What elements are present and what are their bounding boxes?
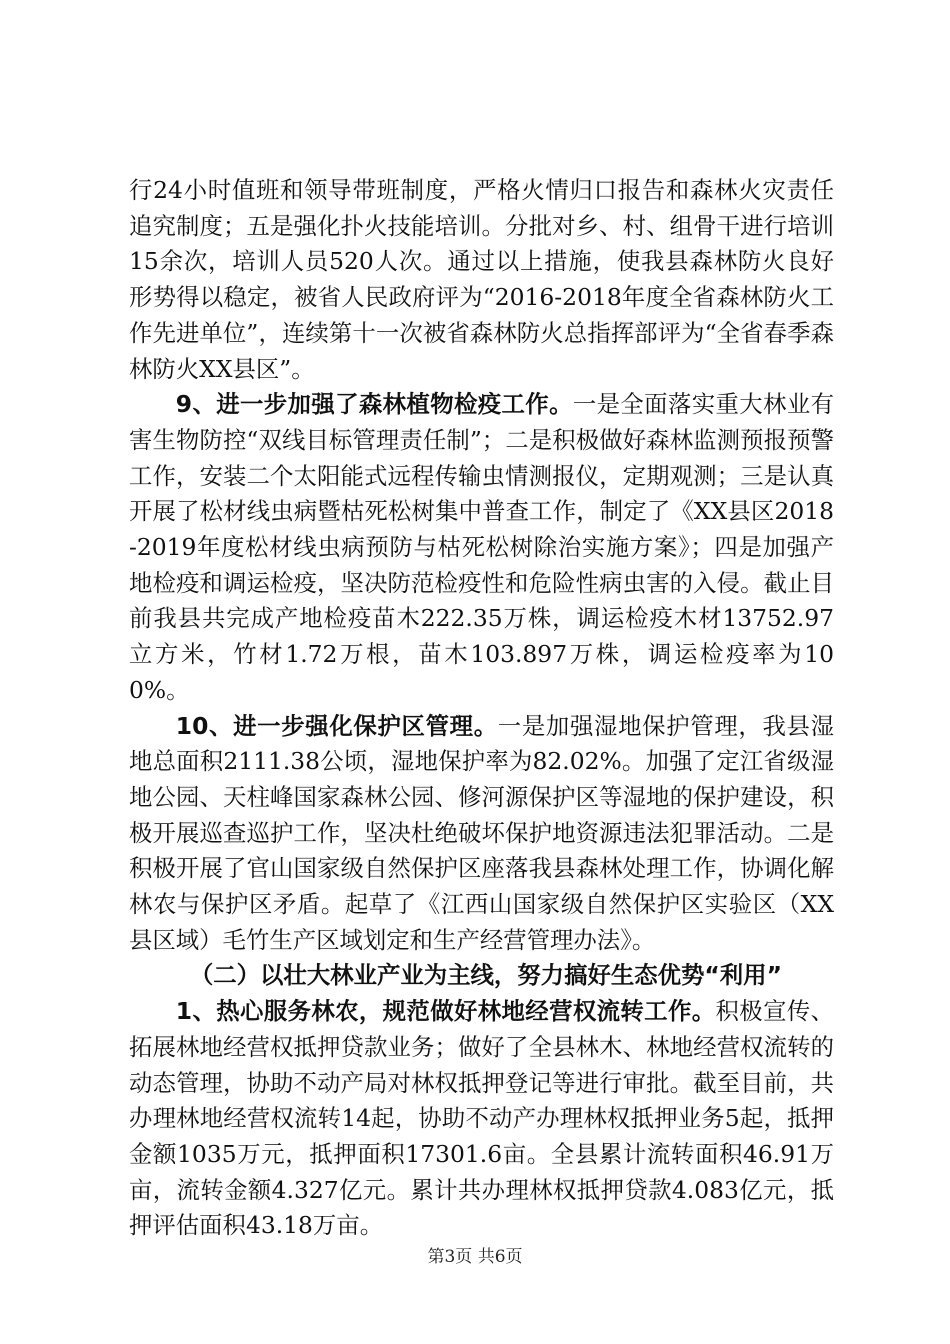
document-body (129, 173, 834, 1244)
paragraph-plant-quarantine (129, 387, 834, 708)
page-number: 第3页 共6页 (427, 1247, 523, 1267)
section-heading-forestry-industry (129, 958, 834, 994)
paragraph-reserve-management (129, 709, 834, 959)
paragraph-lead: 1、热心服务林农，规范做好林地经营权流转工作。 (175, 997, 716, 1026)
paragraph-fire-prevention (129, 173, 834, 387)
paragraph-lead: 9、进一步加强了森林植物检疫工作。 (175, 390, 573, 419)
paragraph-text: 一是全面落实重大林业有害生物防控“双线目标管理责任制”；二是积极做好森林监测预报预警工作，安装二个太阳能式远程传输虫情测报仪，定期观测；三是认真开展了松材线虫病暨枯死松树集中普查工作，制定了《XX县区2018-2019年度松材线虫病预防与枯死松树除治实施方案》；四是加强产地检疫和调运检疫，坚决防范检疫性和危险性病虫害的入侵。截止目前我县共完成产地检疫苗木222.35万株，调运检疫木材13752.97立方米，竹材1.72万根，苗木103.897万株，调运检疫率为100%。 (129, 390, 834, 704)
paragraph-text: 积极宣传、拓展林地经营权抵押贷款业务；做好了全县林木、林地经营权流转的动态管理，协助不动产局对林权抵押登记等进行审批。截至目前，共办理林地经营权流转14起，协助不动产办理林权抵押业务5起，抵押金额1035万元，抵押面积17301.6亩。全县累计流转面积46.91万亩，流转金额4.327亿元。累计共办理林权抵押贷款4.083亿元，抵押评估面积43.18万亩。 (129, 997, 835, 1240)
page-footer (0, 1242, 950, 1267)
paragraph-land-transfer (129, 994, 834, 1244)
paragraph-text: 一是加强湿地保护管理，我县湿地总面积2111.38公顷，湿地保护率为82.02%。加强了定江省级湿地公园、天柱峰国家森林公园、修河源保护区等湿地的保护建设，积极开展巡查巡护工作，坚决杜绝破坏保护地资源违法犯罪活动。二是积极开展了官山国家级自然保护区座落我县森林处理工作，协调化解林农与保护区矛盾。起草了《江西山国家级自然保护区实验区（XX县区域）毛竹生产区域划定和生产经营管理办法》。 (129, 711, 834, 954)
section-heading: （二）以壮大林业产业为主线，努力搞好生态优势“利用” (189, 961, 782, 990)
paragraph-lead: 10、进一步强化保护区管理。 (175, 711, 498, 740)
paragraph-text: 行24小时值班和领导带班制度，严格火情归口报告和森林火灾责任追究制度；五是强化扑火技能培训。分批对乡、村、组骨干进行培训15余次，培训人员520人次。通过以上措施，使我县森林防火良好形势得以稳定，被省人民政府评为“2016-2018年度全省森林防火工作先进单位”，连续第十一次被省森林防火总指挥部评为“全省春季森林防火XX县区”。 (129, 176, 834, 383)
